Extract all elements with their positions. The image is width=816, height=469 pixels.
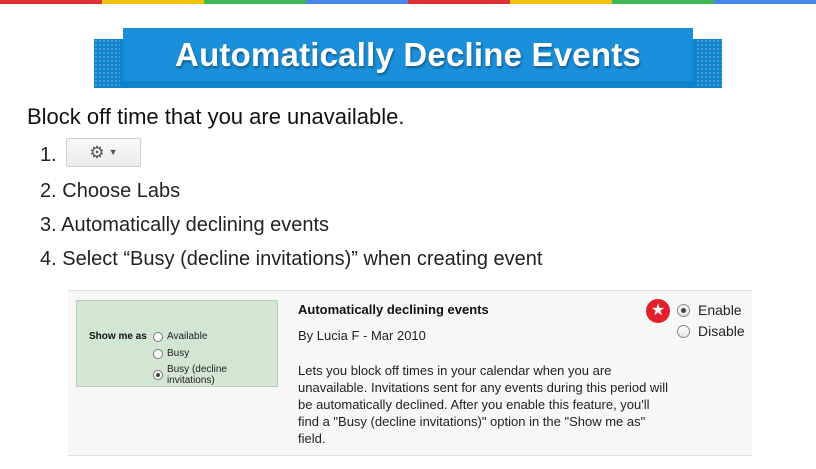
star-icon: ★ — [646, 299, 670, 323]
step-3 — [40, 214, 329, 237]
disable-label[interactable]: Disable — [698, 323, 745, 339]
disable-option[interactable] — [677, 323, 745, 339]
settings-gear-button[interactable] — [66, 138, 141, 167]
lab-author: By Lucia F - Mar 2010 — [298, 328, 426, 343]
step-4 — [40, 248, 542, 271]
preview-option-available — [153, 331, 207, 342]
step-text: Choose Labs — [62, 180, 181, 202]
preview-option-label: Available — [167, 331, 208, 342]
radio-selected-icon[interactable] — [677, 304, 690, 317]
lab-preview-image — [76, 300, 278, 387]
enable-label[interactable]: Enable — [698, 302, 742, 318]
step-number: 4. — [40, 248, 57, 270]
subtitle: Block off time that you are unavailable. — [27, 104, 405, 129]
enable-option[interactable] — [677, 302, 742, 318]
step-text: Select “Busy (decline invitations)” when creating event — [62, 248, 543, 270]
radio-selected-icon — [153, 370, 163, 380]
preview-option-busy — [153, 348, 189, 359]
lab-description: Lets you block off times in your calendar when you are unavailable. Invitations sent for any events during this period will be automatically declined. After you enable this feature, you'll find a "Busy (decline invitations)" option in the "Show me as" field. — [298, 363, 668, 446]
page-title: Automatically Decline Events — [175, 35, 641, 73]
gear-icon: ⚙ — [89, 143, 105, 162]
lab-panel — [68, 290, 752, 456]
step-number: 2. — [40, 180, 57, 202]
preview-option-label: Busy — [167, 348, 190, 359]
preview-option-label: Busy (decline invitations) — [166, 364, 227, 386]
step-2 — [40, 180, 180, 203]
chevron-down-icon: ▼ — [108, 147, 118, 157]
preview-option-busy-decline — [153, 364, 277, 386]
step-number: 3. — [40, 214, 57, 236]
lab-title: Automatically declining events — [298, 302, 489, 317]
title-banner — [123, 28, 693, 81]
step-number: 1. — [40, 144, 57, 166]
radio-icon — [153, 332, 163, 342]
step-1 — [40, 144, 57, 167]
step-text: Automatically declining events — [61, 214, 330, 236]
radio-icon[interactable] — [677, 325, 690, 338]
show-me-as-label: Show me as — [89, 331, 147, 342]
radio-icon — [153, 349, 163, 359]
google-color-strip — [0, 0, 816, 4]
